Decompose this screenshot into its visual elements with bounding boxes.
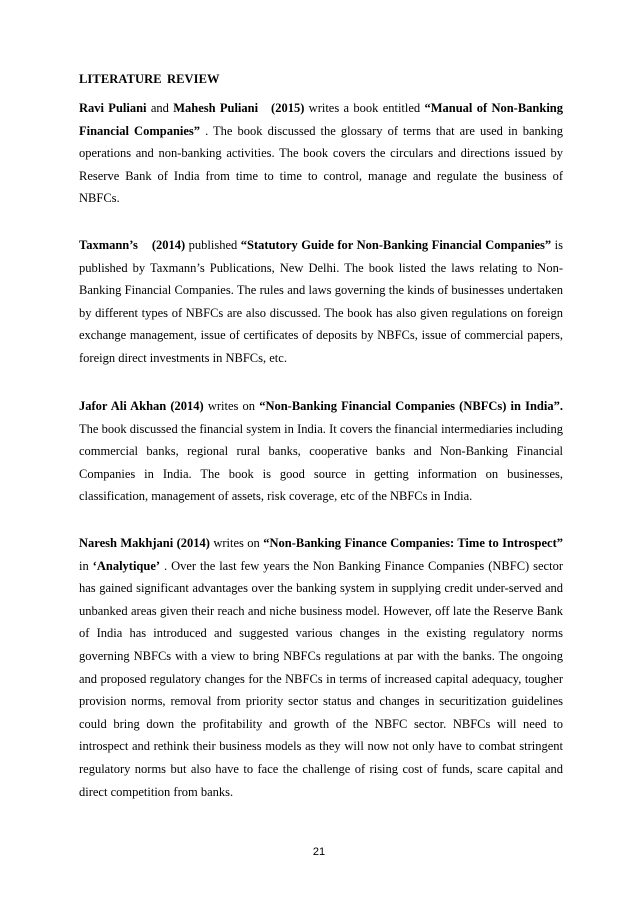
review-paragraph-makhjani xyxy=(79,532,563,803)
paragraph-body: The book discussed the financial system in India. It covers the financial intermediaries including commercial banks, regional rural banks, cooperative banks and Non-Banking Financial Companies in India. The book is good source in getting information on businesses, classification, management of assets, risk coverage, etc of the NBFCs in India. xyxy=(79,421,563,504)
page-number: 21 xyxy=(312,846,326,858)
author-name: Mahesh Puliani xyxy=(173,101,259,115)
connector-text: and xyxy=(146,101,174,115)
author-name: Jafor Ali Akhan (2014) xyxy=(79,399,204,413)
lead-text: writes on xyxy=(203,399,260,413)
paragraph-body: . The book discussed the glossary of terms that are used in banking operations and non-banking activities. The book covers the circulars and directions issued by Reserve Bank of India from time to time to control, manage and regulate the business of NBFCs. xyxy=(79,123,563,206)
lead-text: writes a book entitled xyxy=(304,101,425,115)
article-title: “Non-Banking Finance Companies: Time to Introspect” xyxy=(263,536,563,550)
publication-year: (2015) xyxy=(271,101,305,115)
author-name: Naresh Makhjani (2014) xyxy=(79,536,210,550)
section-heading: LITERATURE REVIEW xyxy=(79,72,220,86)
author-name: Taxmann’s xyxy=(79,238,138,252)
author-name: Ravi Puliani xyxy=(79,101,147,115)
review-paragraph-taxmann xyxy=(79,234,563,370)
book-title: “Statutory Guide for Non-Banking Financial Companies” xyxy=(240,238,552,252)
book-title: “Non-Banking Financial Companies (NBFCs) in India”. xyxy=(259,399,563,413)
lead-text: published xyxy=(185,238,241,252)
lead-text: writes on xyxy=(209,536,264,550)
review-paragraph-akhan xyxy=(79,395,563,508)
mid-text: in xyxy=(79,558,93,573)
book-title: “Manual of Non-Banking Financial Companies” xyxy=(79,101,563,138)
publication-name: ‘Analytique’ xyxy=(92,558,161,573)
paragraph-body: is published by Taxmann’s Publications, New Delhi. The book listed the laws relating to Non-Banking Financial Companies. The rules and laws governing the kinds of businesses undertaken by different types of NBFCs are also discussed. The book has also given regulations on foreign exchange management, issue of certificates of deposits by NBFCs, issue of commercial papers, foreign direct investments in NBFCs, etc. xyxy=(79,238,564,365)
review-paragraph-puliani xyxy=(79,97,563,210)
paragraph-body: . Over the last few years the Non Banking Finance Companies (NBFC) sector has gained significant advantages over the banking system in supplying credit under-served and unbanked areas given their reach and niche business model. However, off late the Reserve Bank of India has introduced and suggested various changes in the existing regulatory norms governing NBFCs with a view to bring NBFCs regulations at par with the banks. The ongoing and proposed regulatory changes for the NBFCs in terms of increased capital adequacy, tougher provision norms, removal from priority sector status and changes in securitization guidelines could bring down the profitability and growth of the NBFC sector. NBFCs will need to introspect and rethink their business models as they will now not only have to combat stringent regulatory norms but also have to face the challenge of rising cost of funds, scare capital and direct competition from banks. xyxy=(79,558,563,799)
publication-year: (2014) xyxy=(151,238,186,252)
